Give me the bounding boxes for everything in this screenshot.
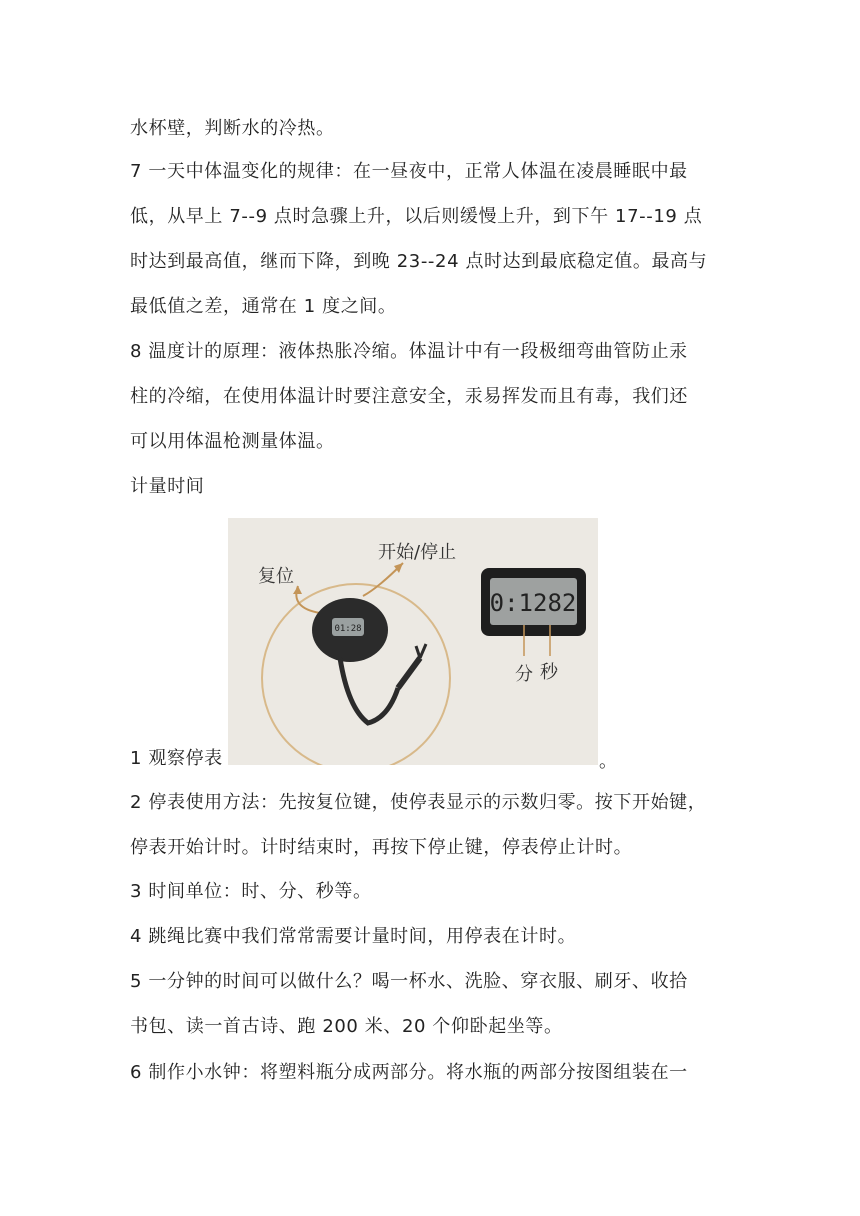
stopwatch-figure	[228, 518, 598, 765]
reset-label: 复位	[258, 566, 294, 587]
start-stop-label: 开始/停止	[378, 542, 457, 563]
paragraph-line: 5 一分钟的时间可以做什么？喝一杯水、洗脸、穿衣服、刷牙、收拾	[130, 971, 688, 992]
paragraph-line: 6 制作小水钟：将塑料瓶分成两部分。将水瓶的两部分按图组装在一	[130, 1062, 688, 1083]
paragraph-line: 可以用体温枪测量体温。	[130, 431, 335, 452]
minute-label: 分	[515, 664, 533, 685]
paragraph-line: 低，从早上 7--9 点时急骤上升，以后则缓慢上升，到下午 17--19 点	[130, 206, 703, 227]
paragraph-line: 时达到最高值，继而下降，到晚 23--24 点时达到最底稳定值。最高与	[130, 251, 708, 272]
paragraph-line: 停表开始计时。计时结束时，再按下停止键，停表停止计时。	[130, 837, 633, 858]
paragraph-line: 书包、读一首古诗、跑 200 米、20 个仰卧起坐等。	[130, 1016, 563, 1037]
paragraph-line: 8 温度计的原理：液体热胀冷缩。体温计中有一段极细弯曲管防止汞	[130, 341, 688, 362]
observe-tail: 。	[599, 751, 617, 772]
paragraph-line: 水杯壁，判断水的冷热。	[130, 118, 335, 139]
paragraph-line: 最低值之差，通常在 1 度之间。	[130, 296, 397, 317]
paragraph-line: 4 跳绳比赛中我们常常需要计量时间，用停表在计时。	[130, 926, 577, 947]
paragraph-line: 3 时间单位：时、分、秒等。	[130, 881, 372, 902]
paragraph-line: 7 一天中体温变化的规律：在一昼夜中，正常人体温在凌晨睡眠中最	[130, 161, 688, 182]
second-label: 秒	[540, 662, 558, 683]
big-display-readout: 0:1282	[489, 589, 577, 617]
observe-stopwatch-label: 1 观察停表	[130, 748, 223, 769]
stopwatch-small-readout: 01:28	[334, 624, 362, 634]
section-heading: 计量时间	[130, 476, 205, 497]
paragraph-line: 2 停表使用方法：先按复位键，使停表显示的示数归零。按下开始键，	[130, 792, 707, 813]
paragraph-line: 柱的冷缩，在使用体温计时要注意安全，汞易挥发而且有毒，我们还	[130, 386, 688, 407]
